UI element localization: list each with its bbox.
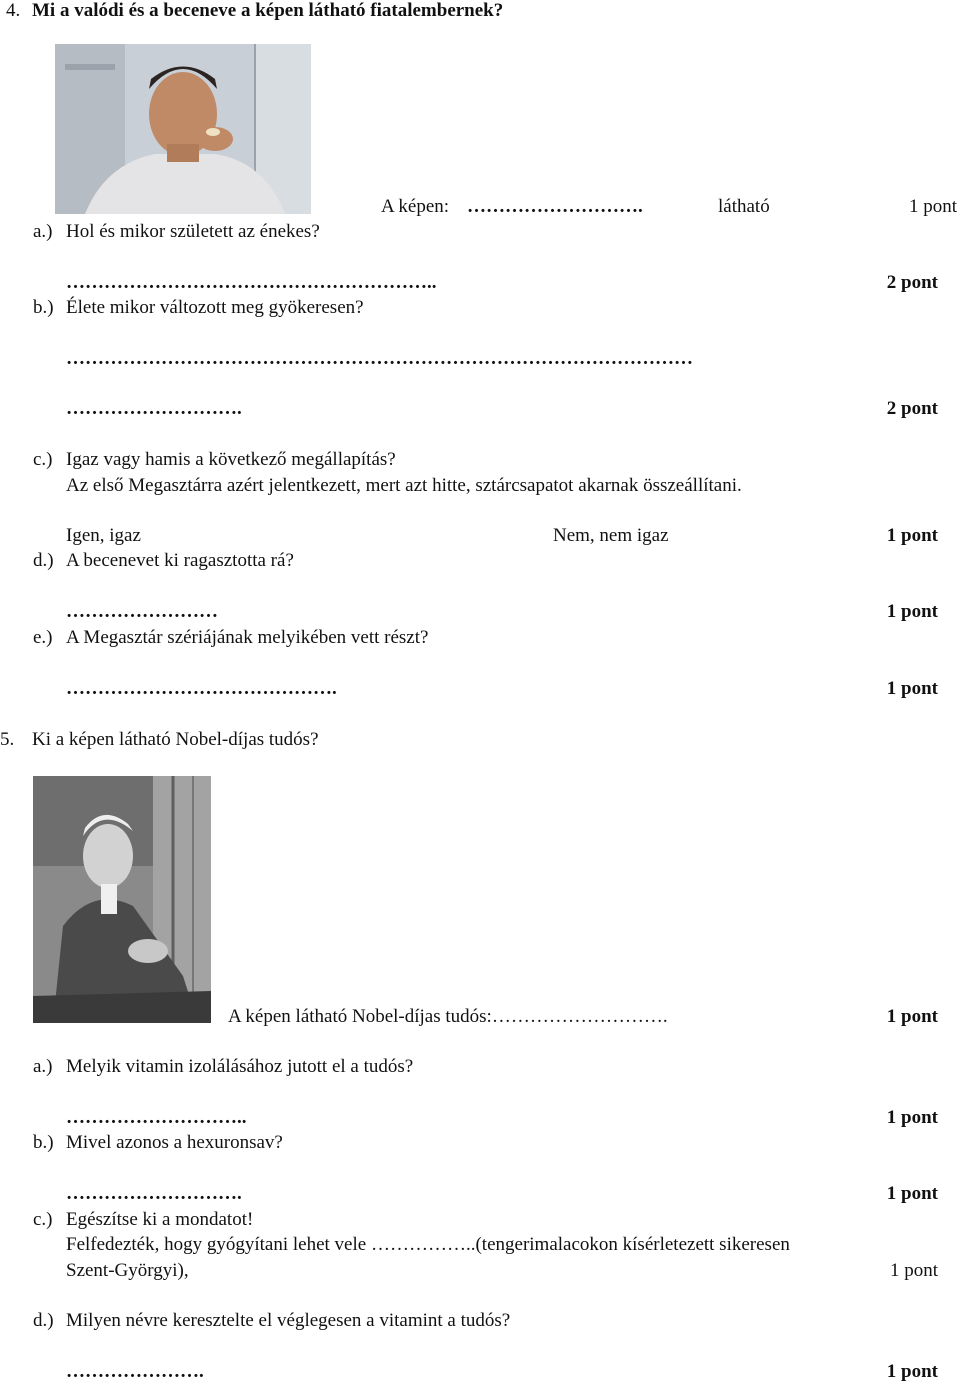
q4e-label: e.): [33, 627, 53, 648]
q4c-statement: Az első Megasztárra azért jelentkezett, mert azt hitte, sztárcsapatot akarnak összeállítani.: [66, 475, 742, 496]
young-man-photo: [55, 44, 311, 214]
q5-question: Ki a képen látható Nobel-díjas tudós?: [32, 729, 319, 750]
q5c-sentence-end: (tengerimalacokon kísérletezett sikeresen: [475, 1234, 790, 1255]
q5a-text: Melyik vitamin izolálásához jutott el a tudós?: [66, 1056, 414, 1077]
q4-caption-points: 1 pont: [908, 196, 957, 217]
q5-number: 5.: [0, 729, 15, 750]
q5b-answer: ……………………….: [66, 1183, 242, 1204]
scientist-photo: [33, 776, 211, 1023]
q4e-points: 1 pont: [886, 678, 938, 699]
q5c-sentence-start: Felfedezték, hogy gyógyítani lehet vele: [66, 1234, 367, 1255]
q4a-text: Hol és mikor született az énekes?: [66, 221, 320, 242]
q4-caption-suffix: látható: [718, 196, 770, 217]
q4d-label: d.): [33, 550, 54, 571]
q4b-text: Élete mikor változott meg gyökeresen?: [66, 297, 364, 318]
q5-caption: A képen látható Nobel-díjas tudós:……………………….: [228, 1006, 668, 1027]
q5c-line2: Szent-Györgyi),: [66, 1260, 189, 1281]
q5b-points: 1 pont: [886, 1183, 938, 1204]
q5-caption-points: 1 pont: [886, 1006, 938, 1027]
q5a-answer: ………………………..: [66, 1107, 247, 1128]
q5c-sentence: [66, 1234, 790, 1256]
q4b-points: 2 pont: [886, 398, 938, 419]
q4c-label: c.): [33, 449, 53, 470]
q5b-text: Mivel azonos a hexuronsav?: [66, 1132, 283, 1153]
q5c-points: 1 pont: [889, 1260, 938, 1281]
q4a-points: 2 pont: [886, 272, 938, 293]
q4b-answer-line1: ………………………………………………………………………………………: [66, 348, 693, 369]
q4b-label: b.): [33, 297, 54, 318]
q4e-answer: …………………………………….: [66, 678, 337, 699]
q5d-label: d.): [33, 1310, 54, 1331]
q5a-label: a.): [33, 1056, 53, 1077]
q5b-label: b.): [33, 1132, 54, 1153]
q4c-option-true: Igen, igaz: [66, 525, 141, 546]
q4c-option-false: Nem, nem igaz: [553, 525, 669, 546]
q4d-answer: ……………………: [66, 601, 218, 622]
q4d-points: 1 pont: [886, 601, 938, 622]
q4-number: 4.: [6, 0, 21, 21]
q4d-text: A becenevet ki ragasztotta rá?: [66, 550, 294, 571]
q4-caption-label: A képen:: [381, 196, 450, 217]
q4-question: Mi a valódi és a beceneve a képen látható fiatalembernek?: [32, 0, 504, 21]
q4c-points: 1 pont: [886, 525, 938, 546]
q4b-answer-line2: ……………………….: [66, 398, 242, 419]
q4e-text: A Megasztár szériájának melyikében vett részt?: [66, 627, 429, 648]
q5c-sentence-blank: ……………..: [370, 1234, 476, 1255]
q5a-points: 1 pont: [886, 1107, 938, 1128]
q4a-label: a.): [33, 221, 53, 242]
q4a-answer: …………………………………………………..: [66, 272, 437, 293]
q4c-text: Igaz vagy hamis a következő megállapítás?: [66, 449, 396, 470]
q4-caption-blank: ……………………….: [467, 196, 643, 217]
q5c-text: Egészítse ki a mondatot!: [66, 1209, 254, 1230]
q5d-answer: ………………….: [66, 1361, 204, 1382]
q5c-label: c.): [33, 1209, 53, 1230]
q5d-points: 1 pont: [886, 1361, 938, 1382]
q5d-text: Milyen névre keresztelte el véglegesen a vitamint a tudós?: [66, 1310, 511, 1331]
